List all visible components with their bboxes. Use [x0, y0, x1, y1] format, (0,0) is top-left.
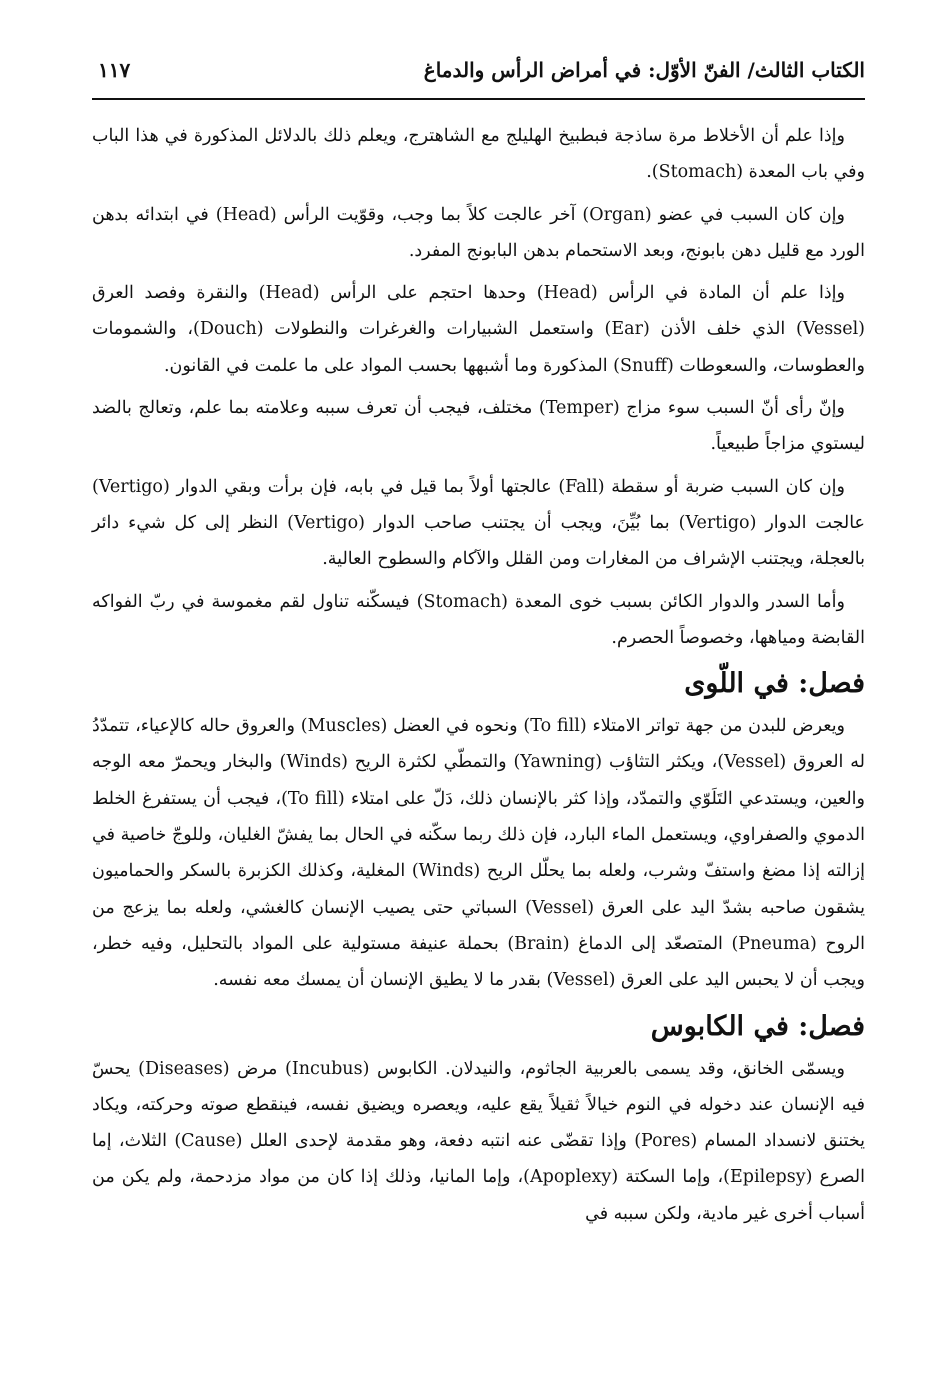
page-header — [92, 50, 865, 100]
running-head: الكتاب الثالث/ الفنّ الأوّل: في أمراض الرأس والدماغ — [423, 58, 865, 82]
section-heading-kabus: فصل: في الكابوس — [650, 1010, 865, 1042]
paragraph: وإذا علم أن المادة في الرأس (Head) وحدها احتجم على الرأس (Head) والنقرة وفصد العرق (Vessel) الذي خلف الأذن (Ear) واستعمل الشبيارات والغرغرات والنطولات (Douch)، والشمومات والعطوسات، والسعوطات (Snuff) المذكورة وما أشبهها بحسب المواد على ما علمت في القانون. — [92, 283, 865, 376]
paragraph: وإن كان السبب ضربة أو سقطة (Fall) عالجتها أولاً بما قيل في بابه، فإن برأت وبقي الدوار (Vertigo) عالجت الدوار (Vertigo) بما بُيِّنَ، ويجب أن يجتنب صاحب الدوار (Vertigo) النظر إلى كل شيء دائر بالعجلة، ويجتنب الإشراف من المغارات ومن القلل والآكام والسطوح العالية. — [92, 476, 865, 570]
page-number: ١١٧ — [98, 58, 131, 82]
paragraph: وأما السدر والدوار الكائن بسبب خوى المعدة (Stomach) فيسكّنه تناول لقم مغموسة في ربّ الفواكه القابضة ومياهها، وخصوصاً الحصرم. — [92, 591, 865, 648]
paragraph: وإن كان السبب في عضو (Organ) آخر عالجت كلاً بما وجب، وقوّيت الرأس (Head) في ابتدائه بدهن الورد مع قليل دهن بابونج، وبعد الاستحمام بدهن البابونج المفرد. — [92, 204, 865, 261]
section-paragraph: ويسمّى الخانق، وقد يسمى بالعربية الجاثوم، والنيدلان. الكابوس (Incubus) مرض (Diseases) يحسّ فيه الإنسان عند دخوله في النوم خيالاً ثقيلاً يقع عليه، ويعصره ويضيق نفسه، فينقطع صوته وحركته، ويكاد يختنق لانسداد المسام (Pores) وإذا تقضّى عنه انتبه دفعة، وهو مقدمة لإحدى العلل (Cause) الثلاث، إما الصرع (Epilepsy)، وإما السكتة (Apoplexy)، وإما المانيا، وذلك إذا كان من مواد مزدحمة، ولم يكن من أسباب أخرى غير مادية، ولكن سببه في — [92, 1058, 866, 1224]
paragraph: وإذا علم أن الأخلاط مرة ساذجة فبطبيخ الهليلج مع الشاهترج، ويعلم ذلك بالدلائل المذكورة في هذا الباب وفي باب المعدة (Stomach). — [92, 126, 865, 183]
section-heading-alluwa: فصل: في اللّوى — [684, 668, 865, 700]
page-body — [92, 118, 865, 1238]
section-paragraph: ويعرض للبدن من جهة تواتر الامتلاء (To fill) ونحوه في العضل (Muscles) والعروق حاله كالإعياء، تتمدّدُ له العروق (Vessel)، ويكثر التثاؤب (Yawning) والتمطّي لكثرة الريح (Winds) والبخار ويحمرّ معه الوجه والعين، ويستدعي التَلَوّي والتمدّد، وإذا كثر بالإنسان ذلك، دَلّ على امتلاء (To fill)، فيجب أن يستفرغ الخلط الدموي والصفراوي، ويستعمل الماء البارد، فإن ذلك ربما سكّنه في الحال بما يفشّ الغليان، وللوجّ خاصية في إزالته إذا مضغ واستفّ وشرب، ولعله بما يحلّل الريح (Winds) المغلية، وكذلك الكزبرة بالسكر والحماميون يشقون صاحبه بشدّ اليد على العرق (Vessel) السباتي حتى يصيب الإنسان كالغشي، ولعله بما يزعج من الروح (Pneuma) المتصعّد إلى الدماغ (Brain) بحملة عنيفة مستولية على المواد بالتحليل، وفيه خطر، ويجب أن لا يحبس اليد على العرق (Vessel) بقدر ما لا يطيق الإنسان أن يمسك معه نفسه. — [92, 716, 866, 991]
paragraph: وإنّ رأى أنّ السبب سوء مزاج (Temper) مختلف، فيجب أن تعرف سببه وعلامته بما علم، وتعالج بالضد ليستوي مزاجاً طبيعياً. — [92, 398, 865, 455]
